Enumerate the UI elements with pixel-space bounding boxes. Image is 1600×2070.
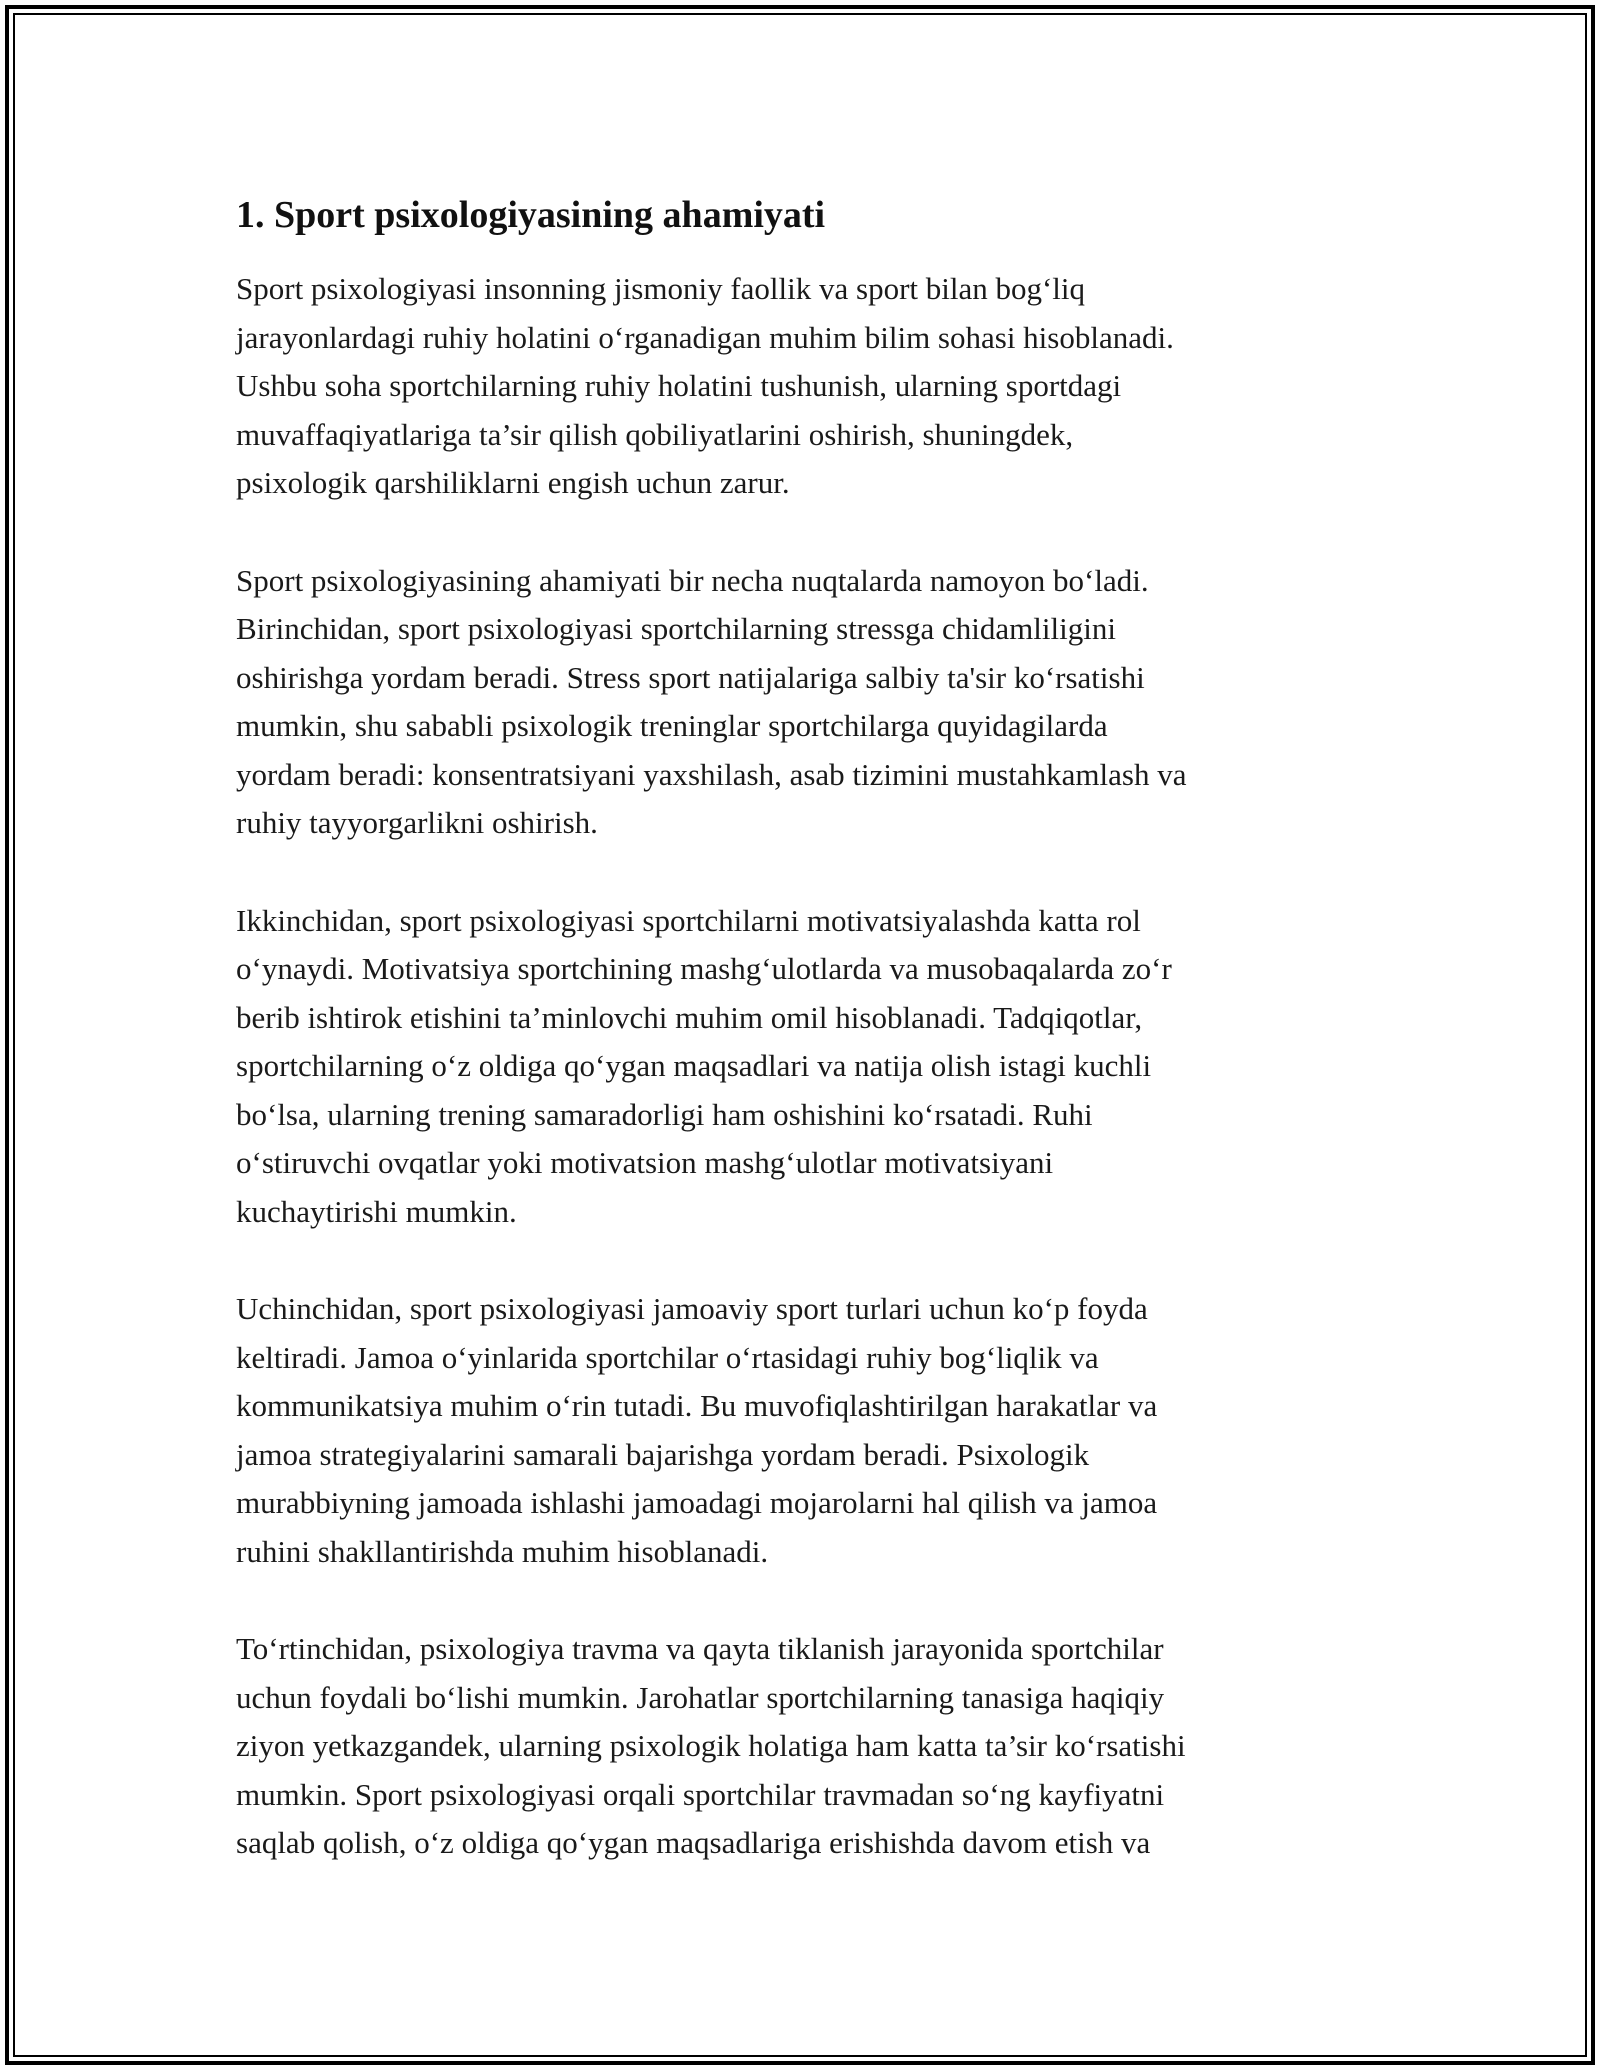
text-line: uchun foydali bo‘lishi mumkin. Jarohatlar sportchilarning tanasiga haqiqiy	[236, 1679, 1165, 1715]
text-line: Sport psixologiyasi insonning jismoniy faollik va sport bilan bog‘liq	[236, 271, 1086, 306]
text-line: yordam beradi: konsentratsiyani yaxshilash, asab tizimini mustahkamlash va	[236, 756, 1187, 792]
text-line: berib ishtirok etishini ta’minlovchi muhim omil hisoblanadi. Tadqiqotlar,	[236, 999, 1143, 1035]
text-line: keltiradi. Jamoa o‘yinlarida sportchilar o‘rtasidagi ruhiy bog‘liqlik va	[236, 1339, 1099, 1375]
text-line: o‘ynaydi. Motivatsiya sportchining mashg‘ulotlarda va musobaqalarda zo‘r	[236, 951, 1172, 986]
paragraph-importance	[236, 557, 1386, 848]
text-line: ziyon yetkazgandek, ularning psixologik holatiga ham katta ta’sir ko‘rsatishi	[236, 1728, 1186, 1763]
text-line: ruhiy tayyorgarlikni oshirish.	[236, 805, 598, 840]
text-line: saqlab qolish, o‘z oldiga qo‘ygan maqsadlariga erishishda davom etish va	[236, 1825, 1151, 1860]
text-line: Ushbu soha sportchilarning ruhiy holatini tushunish, ularning sportdagi	[236, 368, 1122, 403]
text-line: Sport psixologiyasining ahamiyati bir necha nuqtalarda namoyon bo‘ladi.	[236, 562, 1149, 598]
text-line: Uchinchidan, sport psixologiyasi jamoaviy sport turlari uchun ko‘p foyda	[236, 1291, 1148, 1326]
section-heading: 1. Sport psixologiyasining ahamiyati	[236, 194, 826, 236]
paragraph-injury-recovery	[236, 1625, 1386, 1868]
text-line: muvaffaqiyatlariga ta’sir qilish qobiliyatlarini oshirish, shuningdek,	[236, 416, 1074, 452]
text-line: oshirishga yordam beradi. Stress sport natijalariga salbiy ta'sir ko‘rsatishi	[236, 659, 1145, 695]
text-line: jamoa strategiyalarini samarali bajarishga yordam beradi. Psixologik	[236, 1436, 1090, 1472]
text-line: psixologik qarshiliklarni engish uchun zarur.	[236, 465, 790, 500]
paragraph-team-sports	[236, 1285, 1386, 1576]
text-line: o‘stiruvchi ovqatlar yoki motivatsion mashg‘ulotlar motivatsiyani	[236, 1145, 1054, 1180]
text-line: murabbiyning jamoada ishlashi jamoadagi mojarolarni hal qilish va jamoa	[236, 1485, 1158, 1520]
text-line: Ikkinchidan, sport psixologiyasi sportchilarni motivatsiyalashda katta rol	[236, 902, 1141, 938]
paragraph-motivation	[236, 897, 1386, 1237]
text-line: sportchilarning o‘z oldiga qo‘ygan maqsadlari va natija olish istagi kuchli	[236, 1048, 1152, 1083]
text-line: bo‘lsa, ularning trening samaradorligi ham oshishini ko‘rsatadi. Ruhi	[236, 1096, 1093, 1132]
text-line: mumkin, shu sababli psixologik treninglar sportchilarga quyidagilarda	[236, 708, 1108, 743]
text-line: Birinchidan, sport psixologiyasi sportchilarning stressga chidamliligini	[236, 611, 1116, 646]
text-line: mumkin. Sport psixologiyasi orqali sportchilar travmadan so‘ng kayfiyatni	[236, 1776, 1165, 1812]
text-line: kuchaytirishi mumkin.	[236, 1193, 517, 1229]
text-line: To‘rtinchidan, psixologiya travma va qayta tiklanish jarayonida sportchilar	[236, 1631, 1164, 1666]
text-line: jarayonlardagi ruhiy holatini o‘rganadigan muhim bilim sohasi hisoblanadi.	[236, 319, 1174, 355]
document-body	[236, 185, 1386, 1917]
text-line: ruhini shakllantirishda muhim hisoblanadi.	[236, 1533, 769, 1569]
text-line: kommunikatsiya muhim o‘rin tutadi. Bu muvofiqlashtirilgan harakatlar va	[236, 1388, 1158, 1423]
paragraph-intro	[236, 265, 1386, 508]
